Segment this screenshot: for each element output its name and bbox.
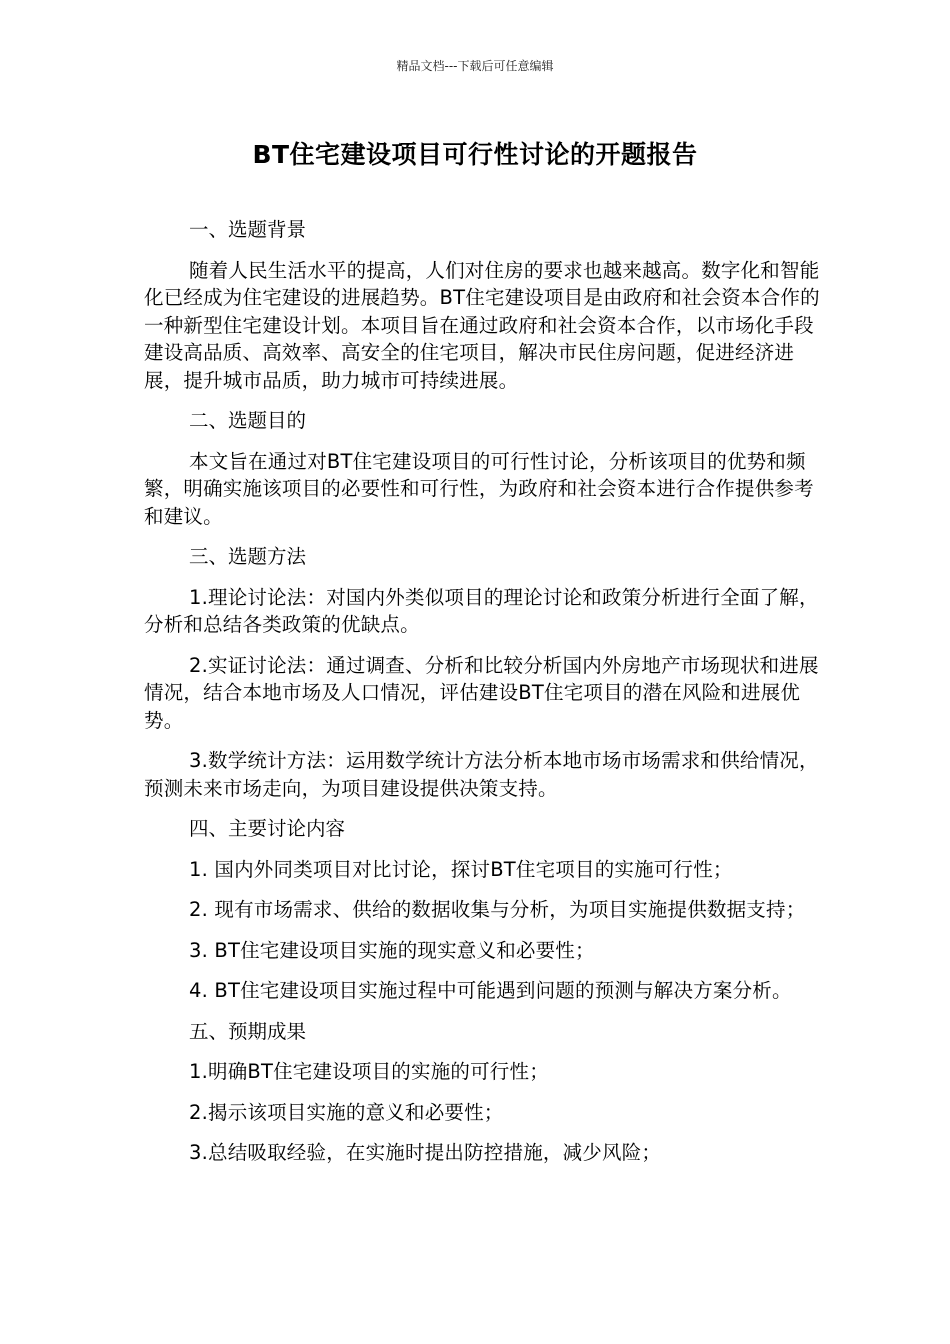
list-item: 4. BT住宅建设项目实施过程中可能遇到问题的预测与解决方案分析。 [189, 979, 792, 1002]
document-body [144, 216, 824, 1180]
list-item: 3.总结吸取经验，在实施时提出防控措施，减少风险； [189, 1141, 662, 1164]
list-item: 3.数学统计方法：运用数学统计方法分析本地市场市场需求和供给情况，预测未来市场走向，为项目建设提供决策支持。 [144, 749, 819, 800]
section-heading: 一、选题背景 [189, 218, 307, 241]
body-paragraph: 随着人民生活水平的提高，人们对住房的要求也越来越高。数字化和智能化已经成为住宅建设的进展趋势。BT住宅建设项目是由政府和社会资本合作的一种新型住宅建设计划。本项目旨在通过政府和社会资本合作，以市场化手段建设高品质、高效率、高安全的住宅项目，解决市民住房问题，促进经济进展，提升城市品质，助力城市可持续进展。 [144, 258, 820, 392]
list-item: 2. 现有市场需求、供给的数据收集与分析，为项目实施提供数据支持； [189, 898, 806, 921]
section-heading: 五、预期成果 [189, 1019, 307, 1043]
list-item: 1.理论讨论法：对国内外类似项目的理论讨论和政策分析进行全面了解，分析和总结各类政策的优缺点。 [144, 585, 819, 636]
list-item: 1.明确BT住宅建设项目的实施的可行性； [189, 1060, 549, 1083]
section-heading: 四、主要讨论内容 [189, 817, 346, 840]
section-background [144, 216, 824, 394]
page-header: 精品文档---下载后可任意编辑 [396, 59, 554, 73]
body-paragraph: 本文旨在通过对BT住宅建设项目的可行性讨论，分析该项目的优势和频繁，明确实施该项目的必要性和可行性，为政府和社会资本进行合作提供参考和建议。 [144, 449, 814, 528]
section-methods [144, 543, 824, 802]
section-heading: 三、选题方法 [189, 545, 307, 568]
list-item: 2.实证讨论法：通过调查、分析和比较分析国内外房地产市场现状和进展情况，结合本地市场及人口情况，评估建设BT住宅项目的潜在风险和进展优势。 [144, 653, 819, 732]
section-purpose [144, 407, 824, 530]
list-item: 1. 国内外同类项目对比讨论，探讨BT住宅项目的实施可行性； [189, 857, 733, 881]
section-heading: 二、选题目的 [189, 409, 307, 432]
section-research-content [144, 815, 824, 1005]
list-item: 2.揭示该项目实施的意义和必要性； [189, 1100, 504, 1124]
document-title: BT住宅建设项目可行性讨论的开题报告 [252, 140, 698, 169]
list-item: 3. BT住宅建设项目实施的现实意义和必要性； [189, 938, 595, 962]
section-expected-results [144, 1018, 824, 1167]
